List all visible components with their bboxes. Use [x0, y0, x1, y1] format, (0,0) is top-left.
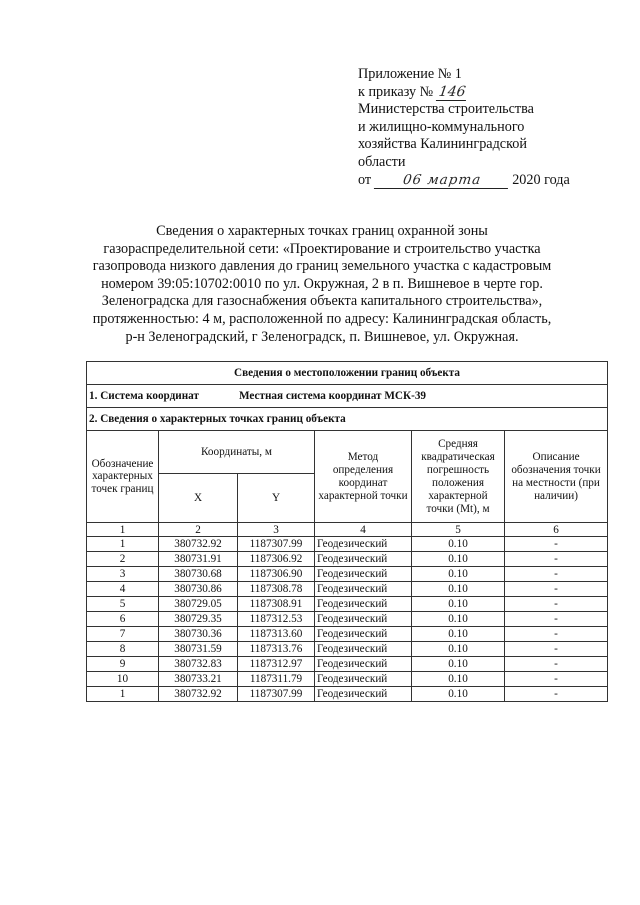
cell-y: 1187313.60	[238, 627, 315, 642]
column-number: 5	[412, 523, 505, 537]
cell-point: 5	[87, 597, 159, 612]
cell-method: Геодезический	[315, 537, 412, 552]
header-method: Метод определения координат характерной точки	[315, 431, 412, 523]
cell-method: Геодезический	[315, 642, 412, 657]
header-description: Описание обозначения точки на местности (при наличии)	[505, 431, 608, 523]
section2-title: 2. Сведения о характерных точках границ объекта	[87, 408, 608, 431]
cell-method: Геодезический	[315, 582, 412, 597]
cell-error: 0.10	[412, 612, 505, 627]
heading-line: номером 39:05:10702:0010 по ул. Окружная, 2 в п. Вишневое в черте гор.	[101, 275, 543, 292]
cell-point: 1	[87, 537, 159, 552]
cell-error: 0.10	[412, 537, 505, 552]
table-row	[87, 627, 608, 642]
order-number-handwritten: 146	[437, 83, 467, 100]
cell-desc: -	[505, 672, 608, 687]
table-row	[87, 657, 608, 672]
cell-y: 1187312.97	[238, 657, 315, 672]
cell-error: 0.10	[412, 627, 505, 642]
cell-desc: -	[505, 567, 608, 582]
cell-error: 0.10	[412, 552, 505, 567]
cell-desc: -	[505, 627, 608, 642]
issuer-line: Министерства строительства	[358, 101, 534, 118]
cell-y: 1187308.78	[238, 582, 315, 597]
cell-point: 8	[87, 642, 159, 657]
cell-x: 380729.05	[159, 597, 238, 612]
cell-x: 380732.83	[159, 657, 238, 672]
annex-title: Приложение № 1	[358, 66, 462, 82]
table-row	[87, 537, 608, 552]
table-row	[87, 687, 608, 702]
table-row	[87, 567, 608, 582]
cell-error: 0.10	[412, 582, 505, 597]
coord-system-label: 1. Система координат	[89, 390, 199, 402]
cell-y: 1187313.76	[238, 642, 315, 657]
date-suffix: 2020 года	[512, 171, 570, 188]
cell-method: Геодезический	[315, 612, 412, 627]
table-row	[87, 597, 608, 612]
cell-method: Геодезический	[315, 597, 412, 612]
coord-system-row	[87, 385, 608, 408]
date-handwritten: 06 марта	[374, 173, 510, 189]
heading-line: р-н Зеленоградский, г Зеленоградск, п. Вишневое, ул. Окружная.	[125, 328, 519, 345]
cell-desc: -	[505, 642, 608, 657]
cell-error: 0.10	[412, 672, 505, 687]
cell-method: Геодезический	[315, 657, 412, 672]
coord-system-value: Местная система координат МСК-39	[239, 390, 427, 402]
heading-line: протяженностью: 4 м, расположенной по адресу: Калининградская область,	[92, 310, 552, 327]
cell-point: 3	[87, 567, 159, 582]
cell-point: 6	[87, 612, 159, 627]
cell-x: 380732.92	[159, 687, 238, 702]
cell-y: 1187307.99	[238, 687, 315, 702]
cell-desc: -	[505, 537, 608, 552]
issuer-line: и жилищно-коммунального	[358, 118, 525, 135]
date-prefix: от	[358, 171, 372, 188]
order-prefix: к приказу №	[358, 83, 434, 100]
header-designation: Обозначение характерных точек границ	[87, 431, 159, 523]
table-row	[87, 582, 608, 597]
annex-block	[358, 66, 618, 189]
cell-x: 380732.92	[159, 537, 238, 552]
cell-method: Геодезический	[315, 687, 412, 702]
cell-y: 1187306.92	[238, 552, 315, 567]
order-line	[358, 84, 618, 102]
cell-point: 7	[87, 627, 159, 642]
cell-error: 0.10	[412, 687, 505, 702]
table-row	[87, 642, 608, 657]
cell-x: 380729.35	[159, 612, 238, 627]
heading-line: газораспределительной сети: «Проектирование и строительство участка	[103, 240, 541, 257]
column-number: 1	[87, 523, 159, 537]
table-row	[87, 552, 608, 567]
cell-error: 0.10	[412, 567, 505, 582]
heading-line: газопровода низкого давления до границ земельного участка с кадастровым	[92, 258, 552, 275]
table-title: Сведения о местоположении границ объекта	[87, 362, 608, 385]
cell-point: 2	[87, 552, 159, 567]
cell-y: 1187308.91	[238, 597, 315, 612]
cell-error: 0.10	[412, 657, 505, 672]
cell-x: 380731.91	[159, 552, 238, 567]
cell-method: Геодезический	[315, 567, 412, 582]
cell-desc: -	[505, 657, 608, 672]
issuer-line: области	[358, 153, 406, 170]
table-row	[87, 672, 608, 687]
cell-x: 380730.86	[159, 582, 238, 597]
column-number: 2	[159, 523, 238, 537]
header-error: Средняя квадратическая погрешность положения характерной точки (Mt), м	[412, 431, 505, 523]
header-y: Y	[238, 474, 315, 523]
header-coordinates: Координаты, м	[159, 431, 315, 474]
cell-method: Геодезический	[315, 672, 412, 687]
column-number: 3	[238, 523, 315, 537]
cell-x: 380733.21	[159, 672, 238, 687]
cell-y: 1187306.90	[238, 567, 315, 582]
cell-desc: -	[505, 612, 608, 627]
cell-point: 4	[87, 582, 159, 597]
header-x: X	[159, 474, 238, 523]
cell-point: 1	[87, 687, 159, 702]
boundary-points-table	[86, 361, 608, 702]
cell-error: 0.10	[412, 642, 505, 657]
issuer-line: хозяйства Калининградской	[358, 136, 527, 153]
table-row	[87, 612, 608, 627]
heading-line: Сведения о характерных точках границ охранной зоны	[156, 223, 488, 239]
column-number: 6	[505, 523, 608, 537]
cell-y: 1187307.99	[238, 537, 315, 552]
date-line	[358, 172, 618, 190]
document-heading	[62, 223, 582, 346]
cell-desc: -	[505, 552, 608, 567]
cell-y: 1187311.79	[238, 672, 315, 687]
cell-x: 380730.68	[159, 567, 238, 582]
cell-error: 0.10	[412, 597, 505, 612]
column-number: 4	[315, 523, 412, 537]
cell-point: 9	[87, 657, 159, 672]
cell-desc: -	[505, 597, 608, 612]
cell-x: 380730.36	[159, 627, 238, 642]
cell-y: 1187312.53	[238, 612, 315, 627]
cell-method: Геодезический	[315, 552, 412, 567]
cell-x: 380731.59	[159, 642, 238, 657]
cell-desc: -	[505, 582, 608, 597]
cell-desc: -	[505, 687, 608, 702]
heading-line: Зеленоградска для газоснабжения объекта капитального строительства»,	[101, 293, 543, 310]
cell-point: 10	[87, 672, 159, 687]
cell-method: Геодезический	[315, 627, 412, 642]
